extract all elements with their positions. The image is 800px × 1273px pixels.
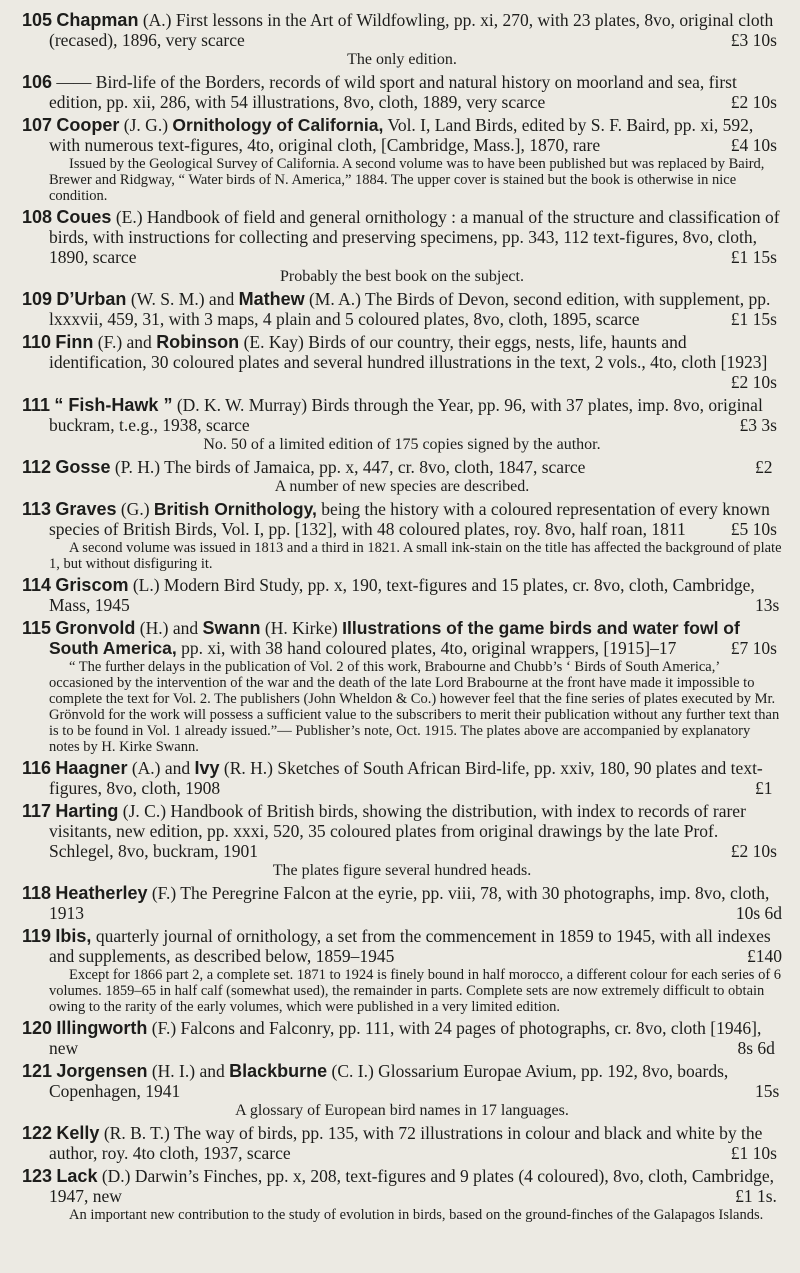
catalogue-entry: [22, 801, 782, 880]
entry-author: Illingworth: [56, 1018, 148, 1038]
entry-author-initials: (J. G.): [123, 115, 169, 135]
entry-note: No. 50 of a limited edition of 175 copies signed by the author.: [203, 436, 601, 453]
entry-number: 109: [22, 289, 53, 309]
catalogue-entry: [22, 1166, 782, 1223]
entry-note: A glossary of European bird names in 17 languages.: [235, 1102, 569, 1119]
entry-author-2: Robinson: [156, 332, 240, 352]
entry-price: £2 10s: [730, 372, 777, 392]
catalogue-entry: [22, 457, 782, 496]
entry-text: (M. A.) The Birds of Devon, second edition, with supplement, pp. lxxxvii, 459, 31, with 3 maps, 4 plain and 5 coloured plates, 8vo, cloth, 1895, scarce: [49, 289, 771, 329]
entry-author-2: Blackburne: [229, 1061, 328, 1081]
entry-author-initials: (F.) and: [97, 332, 152, 352]
entry-author: Coues: [56, 207, 112, 227]
entry-note: Issued by the Geological Survey of California. A second volume was to have been published but was replaced by Baird, Brewer and Ridgway, “ Water birds of N. America,” 1884. The upper cover is stained but the book is otherwise in nice condition.: [49, 156, 765, 204]
entry-number: 119: [22, 926, 52, 946]
entry-author: Chapman: [56, 10, 139, 30]
entry-text: (R. B. T.) The way of birds, pp. 135, with 72 illustrations in colour and black and white by the author, roy. 4to cloth, 1937, scarce: [49, 1123, 763, 1163]
entry-author-initials: (G.): [120, 499, 150, 519]
entry-price: 15s: [755, 1081, 780, 1101]
entry-author: “ Fish-Hawk ”: [54, 395, 173, 415]
entry-author-2: Mathew: [238, 289, 305, 309]
entry-price: £1 15s: [730, 247, 777, 267]
entry-body: [22, 1018, 782, 1058]
catalogue-entry: [22, 883, 782, 923]
entry-note: Probably the best book on the subject.: [280, 268, 524, 285]
entry-number: 123: [22, 1166, 53, 1186]
entry-body: [22, 207, 782, 267]
catalogue-entry: [22, 1018, 782, 1058]
entry-body: [22, 1061, 782, 1101]
entry-bold-title: British Ornithology,: [153, 499, 317, 519]
entry-number: 112: [22, 457, 52, 477]
entry-author-initials: (H.) and: [139, 618, 199, 638]
catalogue-entry: [22, 618, 782, 755]
entry-number: 117: [22, 801, 52, 821]
entry-body: [22, 618, 782, 658]
entry-note: A number of new species are described.: [274, 478, 530, 495]
entry-number: 111: [22, 395, 51, 415]
entry-price: £2: [755, 457, 773, 477]
entry-text: (E. Kay) Birds of our country, their eggs, nests, life, haunts and identification, 30 coloured plates and several hundred illustrations in the text, 2 vols., 4to, cloth [1923]: [49, 332, 768, 372]
entry-number: 113: [22, 499, 52, 519]
entry-number: 114: [22, 575, 52, 595]
entry-text: quarterly journal of ornithology, a set from the commencement in 1859 to 1945, with all indexes and supplements, as described below, 1859–1945: [49, 926, 771, 966]
entry-number: 107: [22, 115, 53, 135]
entry-price: £2 10s: [730, 841, 777, 861]
entry-price: £1 15s: [730, 309, 777, 329]
entry-text: (C. I.) Glossarium Europae Avium, pp. 192, 8vo, boards, Copenhagen, 1941: [49, 1061, 729, 1101]
catalogue-entry: [22, 1123, 782, 1163]
catalogue-entry: [22, 115, 782, 204]
entry-number: 121: [22, 1061, 53, 1081]
entry-price: £7 10s: [730, 638, 777, 658]
entry-body: [22, 72, 782, 112]
entry-author: D’Urban: [56, 289, 127, 309]
entry-author: Finn: [55, 332, 94, 352]
entry-body: [22, 115, 782, 155]
entry-price: 8s 6d: [737, 1038, 775, 1058]
entry-author: Lack: [56, 1166, 98, 1186]
entry-body: [22, 575, 782, 615]
catalogue-entry: [22, 1061, 782, 1120]
entry-price: £3 3s: [739, 415, 777, 435]
entry-body: [22, 926, 782, 966]
catalogue-entry: [22, 289, 782, 329]
entry-author: Heatherley: [55, 883, 148, 903]
entry-price: £3 10s: [730, 30, 777, 50]
entry-text: pp. xi, with 38 hand coloured plates, 4to, original wrappers, [1915]–17: [181, 638, 677, 658]
entry-author: Graves: [55, 499, 117, 519]
entry-bold-title: Ornithology of California,: [172, 115, 384, 135]
catalogue-entry: [22, 395, 782, 454]
entry-note: The plates figure several hundred heads.: [272, 862, 532, 879]
entry-author: Jorgensen: [56, 1061, 148, 1081]
entry-author: Harting: [55, 801, 119, 821]
entry-author-2: Ivy: [194, 758, 220, 778]
catalogue-entry: [22, 575, 782, 615]
entry-author-initials: (H. I.) and: [151, 1061, 225, 1081]
entry-body: [22, 801, 782, 861]
entry-author: Ibis,: [55, 926, 92, 946]
entry-text: (R. H.) Sketches of South African Bird-life, pp. xxiv, 180, 90 plates and text-figures, 8vo, cloth, 1908: [49, 758, 763, 798]
entry-price: £1 1s.: [735, 1186, 777, 1206]
entry-body: [22, 457, 782, 477]
catalogue-entry: [22, 72, 782, 112]
entry-bold-title: Illustrations of the game birds and water fowl of South America,: [49, 618, 740, 658]
entry-body: [22, 499, 782, 539]
entry-number: 115: [22, 618, 52, 638]
catalogue-entry: [22, 207, 782, 286]
entry-number: 120: [22, 1018, 53, 1038]
entry-price: £4 10s: [730, 135, 777, 155]
entry-author-2-initials: (H. Kirke): [264, 618, 338, 638]
entry-price: £1: [755, 778, 773, 798]
entry-text: (L.) Modern Bird Study, pp. x, 190, text-figures and 15 plates, cr. 8vo, cloth, Cambridge, Mass, 1945: [49, 575, 755, 615]
entry-number: 105: [22, 10, 53, 30]
entry-note: “ The further delays in the publication of Vol. 2 of this work, Brabourne and Chubb’s ‘ Birds of South America,’ occasioned by the intervention of the war and the death of the late Lord Brabourne at the front have made it impossible to complete the text for Vol. 2. The publishers (John Wheldon & Co.) however feel that the fine series of plates executed by Mr. Grönvold for the work will possess a sufficient value to the subscribers to merit their publication without any further text than is to be found in Vol. 1 already issued.”— Publisher’s note, Oct. 1915. The plates above are accompanied by explanatory notes by H. Kirke Swann.: [49, 659, 780, 755]
entry-number: 122: [22, 1123, 53, 1143]
entry-price: 13s: [755, 595, 780, 615]
entry-text: (F.) Falcons and Falconry, pp. 111, with 24 pages of photographs, cr. 8vo, cloth [1946], new: [49, 1018, 762, 1058]
entry-body: [22, 10, 782, 50]
entry-text: —— Bird-life of the Borders, records of wild sport and natural history on moorland and sea, first edition, pp. xii, 286, with 54 illustrations, 8vo, cloth, 1889, very scarce: [49, 72, 737, 112]
entry-text: Vol. I, Land Birds, edited by S. F. Baird, pp. xi, 592, with numerous text-figures, 4to, original cloth, [Cambridge, Mass.], 1870, rare: [49, 115, 754, 155]
entry-text: (D. K. W. Murray) Birds through the Year, pp. 96, with 37 plates, imp. 8vo, original buckram, t.e.g., 1938, scarce: [49, 395, 763, 435]
entry-number: 118: [22, 883, 52, 903]
entry-note: The only edition.: [347, 51, 457, 68]
entry-author-initials: (A.) and: [131, 758, 191, 778]
entry-body: [22, 883, 782, 923]
entry-body: [22, 1166, 782, 1206]
entry-author-initials: (W. S. M.) and: [130, 289, 235, 309]
entry-text: (J. C.) Handbook of British birds, showing the distribution, with index to records of rarer visitants, new edition, pp. xxxi, 520, 35 coloured plates from original drawings by the late Prof. Schlegel, 8vo, buckram, 1901: [49, 801, 746, 861]
entry-author: Kelly: [56, 1123, 100, 1143]
entry-body: [22, 332, 782, 392]
entry-note: A second volume was issued in 1813 and a third in 1821. A small ink-stain on the title has affected the background of plate 1, but without disfiguring it.: [49, 540, 782, 572]
entry-author: Griscom: [55, 575, 129, 595]
catalogue-entry: [22, 10, 782, 69]
entry-author: Cooper: [56, 115, 120, 135]
catalogue-entry: [22, 758, 782, 798]
entry-text: (F.) The Peregrine Falcon at the eyrie, pp. viii, 78, with 30 photographs, imp. 8vo, cloth, 1913: [49, 883, 770, 923]
entry-author: Gosse: [55, 457, 111, 477]
entry-author: Gronvold: [55, 618, 136, 638]
entry-number: 108: [22, 207, 53, 227]
entry-note: An important new contribution to the study of evolution in birds, based on the ground-finches of the Galapagos Islands.: [69, 1207, 764, 1223]
entry-price: £5 10s: [730, 519, 777, 539]
entry-body: [22, 289, 782, 329]
catalogue-entry: [22, 926, 782, 1015]
entry-price: £140: [747, 946, 782, 966]
entry-number: 106: [22, 72, 53, 92]
entry-author-2: Swann: [202, 618, 261, 638]
entry-body: [22, 1123, 782, 1163]
entry-text: being the history with a coloured representation of every known species of British Birds, Vol. I, pp. [132], with 48 coloured plates, roy. 8vo, half roan, 1811: [49, 499, 770, 539]
entry-body: [22, 395, 782, 435]
catalogue-entry: [22, 499, 782, 572]
catalogue-entry: [22, 332, 782, 392]
entry-text: (P. H.) The birds of Jamaica, pp. x, 447, cr. 8vo, cloth, 1847, scarce: [114, 457, 586, 477]
entry-text: (D.) Darwin’s Finches, pp. x, 208, text-figures and 9 plates (4 coloured), 8vo, cloth, Cambridge, 1947, new: [49, 1166, 774, 1206]
entry-text: (E.) Handbook of field and general ornithology : a manual of the structure and classification of birds, with instructions for collecting and preserving specimens, pp. 343, 112 text-figures, 8vo, cloth, 1890, scarce: [49, 207, 780, 267]
entry-author: Haagner: [55, 758, 128, 778]
entry-price: £1 10s: [730, 1143, 777, 1163]
entry-body: [22, 758, 782, 798]
entry-text: (A.) First lessons in the Art of Wildfowling, pp. xi, 270, with 23 plates, 8vo, original cloth (recased), 1896, very scarce: [49, 10, 774, 50]
entry-price: £2 10s: [730, 92, 777, 112]
entry-number: 110: [22, 332, 52, 352]
entry-note: Except for 1866 part 2, a complete set. 1871 to 1924 is finely bound in half morocco, a different colour for each series of 6 volumes. 1859–65 in half calf (somewhat used), the remainder in parts. Complete sets are now extremely difficult to obtain owing to the rarity of the early volumes, which were published in a very limited edition.: [49, 967, 782, 1015]
entry-price: 10s 6d: [735, 903, 782, 923]
entry-number: 116: [22, 758, 52, 778]
